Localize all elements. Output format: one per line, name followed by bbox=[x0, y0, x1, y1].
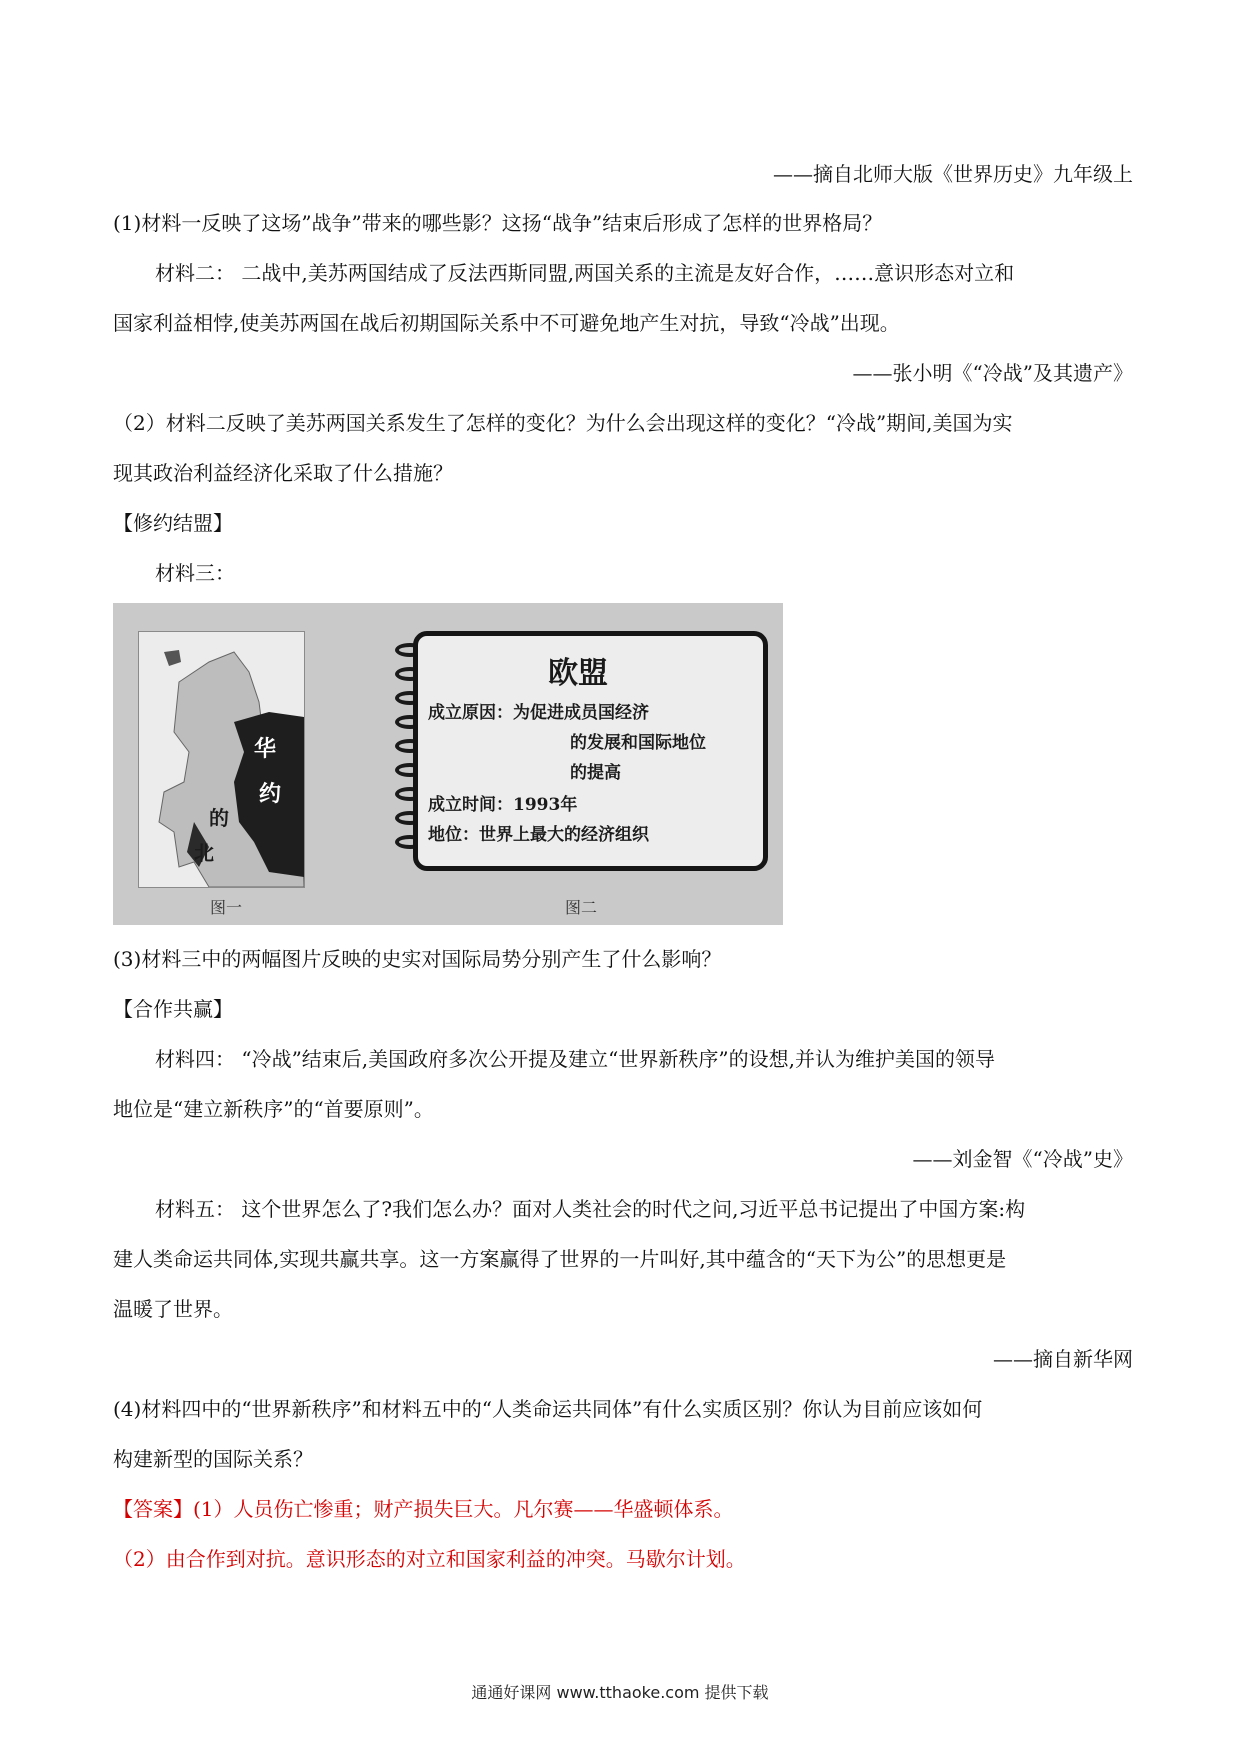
material-3-figure bbox=[113, 603, 783, 925]
question-1: (1)材料一反映了这场”战争”带来的哪些影？这扬“战争”结束后形成了怎样的世界格局？ bbox=[113, 211, 883, 235]
eu-title: 欧盟 bbox=[548, 656, 608, 691]
material-5-line-2: 建人类命运共同体,实现共赢共享。这一方案赢得了世界的一片叫好,其中蕴含的“天下为公”的思想更是 bbox=[113, 1247, 1007, 1271]
material-5-line-1: 材料五： 这个世界怎么了?我们怎么办？面对人类社会的时代之问,习近平总书记提出了中国方案:构 bbox=[155, 1197, 1026, 1221]
material-3-label: 材料三： bbox=[155, 561, 235, 585]
source-line-1: ——摘自北师大版《世界历史》九年级上 bbox=[773, 162, 1133, 186]
page-footer: 通通好课网 www.tthaoke.com 提供下载 bbox=[471, 1683, 769, 1702]
material-2-line-2: 国家利益相悖,使美苏两国在战后初期国际关系中不可避免地产生对抗，导致“冷战”出现。 bbox=[113, 311, 900, 335]
eu-line-5: 地位：世界上最大的经济组织 bbox=[428, 825, 649, 845]
material-4-line-1: 材料四： “冷战”结束后,美国政府多次公开提及建立“世界新秩序”的设想,并认为维护美国的领导 bbox=[155, 1047, 995, 1071]
eu-notebook-card bbox=[413, 631, 768, 871]
source-line-3: ——刘金智《“冷战”史》 bbox=[912, 1147, 1133, 1171]
source-line-2: ——张小明《“冷战”及其遗产》 bbox=[852, 361, 1133, 385]
question-4-line-1: (4)材料四中的“世界新秩序”和材料五中的“人类命运共同体”有什么实质区别？你认为目前应该如何 bbox=[113, 1397, 983, 1421]
question-2-line-2: 现其政治利益经济化采取了什么措施？ bbox=[113, 461, 453, 485]
answer-1: 【答案】(1）人员伤亡惨重；财产损失巨大。凡尔赛——华盛顿体系。 bbox=[113, 1497, 734, 1521]
section-heading-alliance: 【修约结盟】 bbox=[113, 511, 233, 535]
eu-line-2: 的发展和国际地位 bbox=[570, 733, 706, 753]
section-heading-cooperation: 【合作共赢】 bbox=[113, 997, 233, 1021]
map-label-3: 的 bbox=[209, 806, 229, 830]
source-line-4: ——摘自新华网 bbox=[993, 1347, 1133, 1371]
europe-map-icon bbox=[139, 632, 304, 887]
figure-1-caption: 图一 bbox=[210, 898, 243, 917]
material-2-line-1: 材料二： 二战中,美苏两国结成了反法西斯同盟,两国关系的主流是友好合作，……意识形态对立和 bbox=[155, 261, 1015, 285]
figure-2-caption: 图二 bbox=[565, 898, 598, 917]
question-3: (3)材料三中的两幅图片反映的史实对国际局势分别产生了什么影响？ bbox=[113, 947, 722, 971]
question-4-line-2: 构建新型的国际关系？ bbox=[113, 1447, 313, 1471]
map-label-2: 约 bbox=[259, 781, 282, 807]
eu-line-4: 成立时间：1993年 bbox=[428, 795, 578, 815]
map-label-4: 北 bbox=[194, 841, 214, 865]
eu-line-3: 的提高 bbox=[570, 763, 621, 783]
material-4-line-2: 地位是“建立新秩序”的“首要原则”。 bbox=[113, 1097, 434, 1121]
map-label-1: 华 bbox=[254, 736, 277, 762]
question-2-line-1: （2）材料二反映了美苏两国关系发生了怎样的变化？为什么会出现这样的变化？“冷战”期间,美国为实 bbox=[113, 411, 1013, 435]
material-5-line-3: 温暖了世界。 bbox=[113, 1297, 233, 1321]
answer-2: （2）由合作到对抗。意识形态的对立和国家利益的冲突。马歇尔计划。 bbox=[113, 1547, 746, 1571]
europe-map-image bbox=[138, 631, 305, 888]
eu-line-1: 成立原因：为促进成员国经济 bbox=[428, 703, 649, 723]
